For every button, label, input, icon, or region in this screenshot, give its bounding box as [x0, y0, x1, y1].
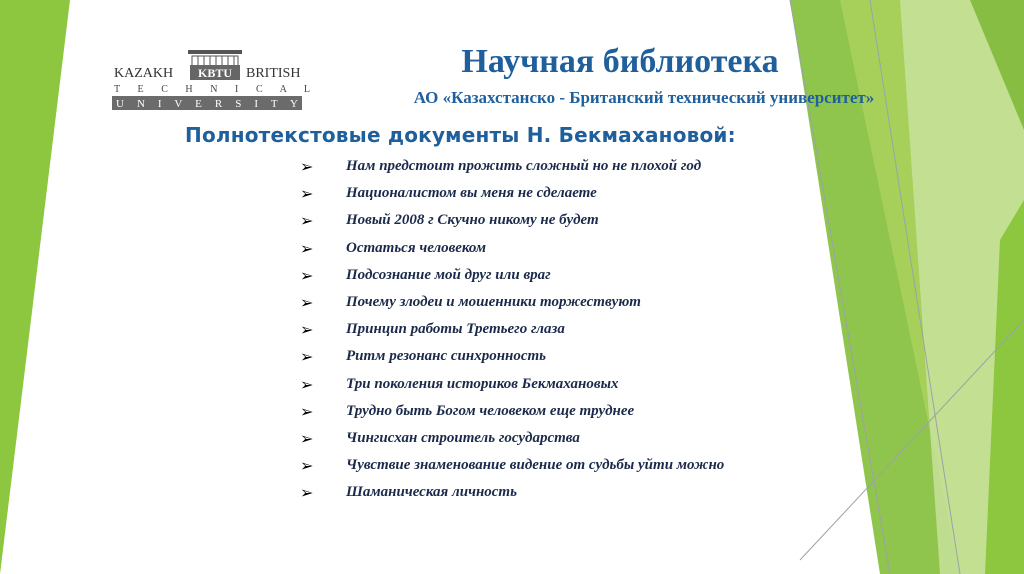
document-title: Ритм резонанс синхронность — [346, 348, 547, 365]
document-item[interactable] — [300, 452, 724, 479]
arrow-bullet-icon: ➢ — [300, 238, 314, 258]
arrow-bullet-icon: ➢ — [300, 184, 314, 204]
document-item[interactable] — [300, 262, 724, 289]
documents-list — [300, 153, 724, 506]
page-subtitle: АО «Казахстанско - Британский технический университет» — [413, 88, 875, 107]
document-item[interactable] — [300, 207, 724, 234]
document-title: Чувствие знаменование видение от судьбы уйти можно — [346, 457, 725, 474]
arrow-bullet-icon: ➢ — [300, 320, 314, 340]
arrow-bullet-icon: ➢ — [300, 293, 314, 313]
document-title: Шаманическая личность — [346, 484, 517, 501]
document-title: Остаться человеком — [346, 239, 487, 256]
document-item[interactable] — [300, 479, 724, 506]
document-title: Чингисхан строитель государства — [346, 429, 580, 446]
document-item[interactable] — [300, 425, 724, 452]
document-title: Новый 2008 г Скучно никому не будет — [346, 212, 599, 229]
documents-heading: Полнотекстовые документы Н. Бекмахановой: — [185, 123, 736, 147]
document-item[interactable] — [300, 371, 724, 398]
document-title: Три поколения историков Бекмахановых — [346, 375, 619, 392]
document-title: Нам предстоит прожить сложный но не плохой год — [346, 158, 702, 175]
arrow-bullet-icon: ➢ — [300, 456, 314, 476]
svg-text:KBTU: KBTU — [197, 66, 233, 80]
arrow-bullet-icon: ➢ — [300, 265, 314, 285]
left-green-triangle — [0, 0, 70, 574]
document-title: Трудно быть Богом человеком еще труднее — [346, 402, 635, 419]
document-item[interactable] — [300, 153, 724, 180]
arrow-bullet-icon: ➢ — [300, 211, 314, 231]
svg-text:T E C H N I C A L: T E C H N I C A L — [114, 84, 310, 95]
document-title: Принцип работы Третьего глаза — [346, 321, 565, 338]
arrow-bullet-icon: ➢ — [300, 157, 314, 177]
svg-text:KAZAKH: KAZAKH — [114, 66, 174, 81]
arrow-bullet-icon: ➢ — [300, 483, 314, 503]
document-item[interactable] — [300, 289, 724, 316]
svg-text:U N I V E R S I T Y: U N I V E R S I T Y — [116, 98, 298, 110]
kbtu-logo — [112, 46, 318, 114]
arrow-bullet-icon: ➢ — [300, 374, 314, 394]
document-item[interactable] — [300, 316, 724, 343]
document-title: Подсознание мой друг или враг — [346, 266, 551, 283]
document-item[interactable] — [300, 235, 724, 262]
document-item[interactable] — [300, 343, 724, 370]
document-title: Почему злодеи и мошенники торжествуют — [346, 294, 641, 311]
arrow-bullet-icon: ➢ — [300, 347, 314, 367]
svg-text:BRITISH: BRITISH — [246, 66, 301, 81]
arrow-bullet-icon: ➢ — [300, 428, 314, 448]
document-title: Националистом вы меня не сделаете — [346, 185, 597, 202]
page-title: Научная библиотека — [461, 43, 779, 80]
arrow-bullet-icon: ➢ — [300, 401, 314, 421]
document-item[interactable] — [300, 398, 724, 425]
document-item[interactable] — [300, 180, 724, 207]
